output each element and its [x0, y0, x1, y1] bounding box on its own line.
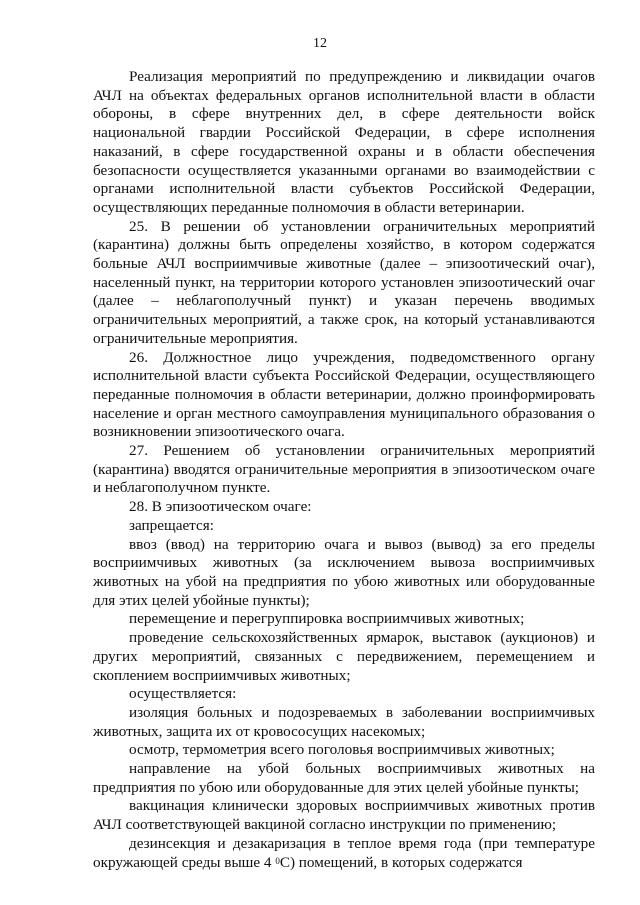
document-body — [93, 68, 595, 872]
prohibited-item-movement: перемещение и перегруппировка восприимчивых животных; — [129, 610, 525, 628]
disinsection-text-before: дезинсекция и дезакаризация в теплое время года (при температуре окружающей среды выше 4 — [93, 834, 595, 871]
degree-superscript: 0 — [275, 855, 280, 866]
paragraph-intro: Реализация мероприятий по предупреждению и ликвидации очагов АЧЛ на объектах федеральных органов исполнительной власти в области обороны, в сфере внутренних дел, в сфере деятельности войск национальной гвардии Российской Федерации, в сфере исполнения наказаний, в сфере государственной охраны и в области обеспечения безопасности осуществляется указанными органами во взаимодействии с органами исполнительной власти субъектов Российской Федерации, осуществляющих переданные полномочия в области ветеринарии. — [93, 68, 595, 216]
performed-item-isolation: изоляция больных и подозреваемых в заболевании восприимчивых животных, защита их от кровососущих насекомых; — [93, 703, 595, 740]
page-number: 12 — [313, 36, 327, 51]
performed-item-disinsection — [93, 835, 595, 872]
prohibited-heading: запрещается: — [129, 516, 214, 534]
performed-item-slaughter: направление на убой больных восприимчивых животных на предприятия по убою или оборудованные для этих целей убойные пункты; — [93, 760, 595, 796]
prohibited-item-fairs: проведение сельскохозяйственных ярмарок, выставок (аукционов) и других мероприятий, связанных с передвижением, перемещением и скоплением восприимчивых животных; — [93, 629, 595, 684]
disinsection-text-after: С) помещений, в которых содержатся — [279, 853, 523, 871]
performed-heading: осуществляется: — [129, 685, 237, 703]
performed-item-inspection: осмотр, термометрия всего поголовья восприимчивых животных; — [129, 741, 555, 759]
paragraph-27: 27. Решением об установлении ограничительных мероприятий (карантина) вводятся ограничительные мероприятия в эпизоотическом очаге и неблагополучном пункте. — [93, 442, 595, 497]
paragraph-25: 25. В решении об установлении ограничительных мероприятий (карантина) должны быть определены хозяйство, в котором содержатся больные АЧЛ восприимчивые животные (далее – эпизоотический очаг), населенный пункт, на территории которого установлен эпизоотический очаг (далее – неблагополучный пункт) и указан перечень вводимых ограничительных мероприятий, а также срок, на который устанавливаются ограничительные мероприятия. — [93, 217, 595, 347]
paragraph-28: 28. В эпизоотическом очаге: — [129, 498, 312, 516]
prohibited-item-import-export: ввоз (ввод) на территорию очага и вывоз (вывод) за его пределы восприимчивых животных (за исключением вывоза восприимчивых животных на убой на предприятия по убою животных или оборудованные для этих целей убойные пункты); — [93, 535, 595, 609]
paragraph-26: 26. Должностное лицо учреждения, подведомственного органу исполнительной власти субъекта Российской Федерации, осуществляющего переданные полномочия в области ветеринарии, должно проинформировать население и орган местного самоуправления муниципального образования о возникновении эпизоотического очага. — [93, 348, 595, 441]
performed-item-vaccination: вакцинация клинически здоровых восприимчивых животных против АЧЛ соответствующей вакциной согласно инструкции по применению; — [93, 797, 595, 834]
